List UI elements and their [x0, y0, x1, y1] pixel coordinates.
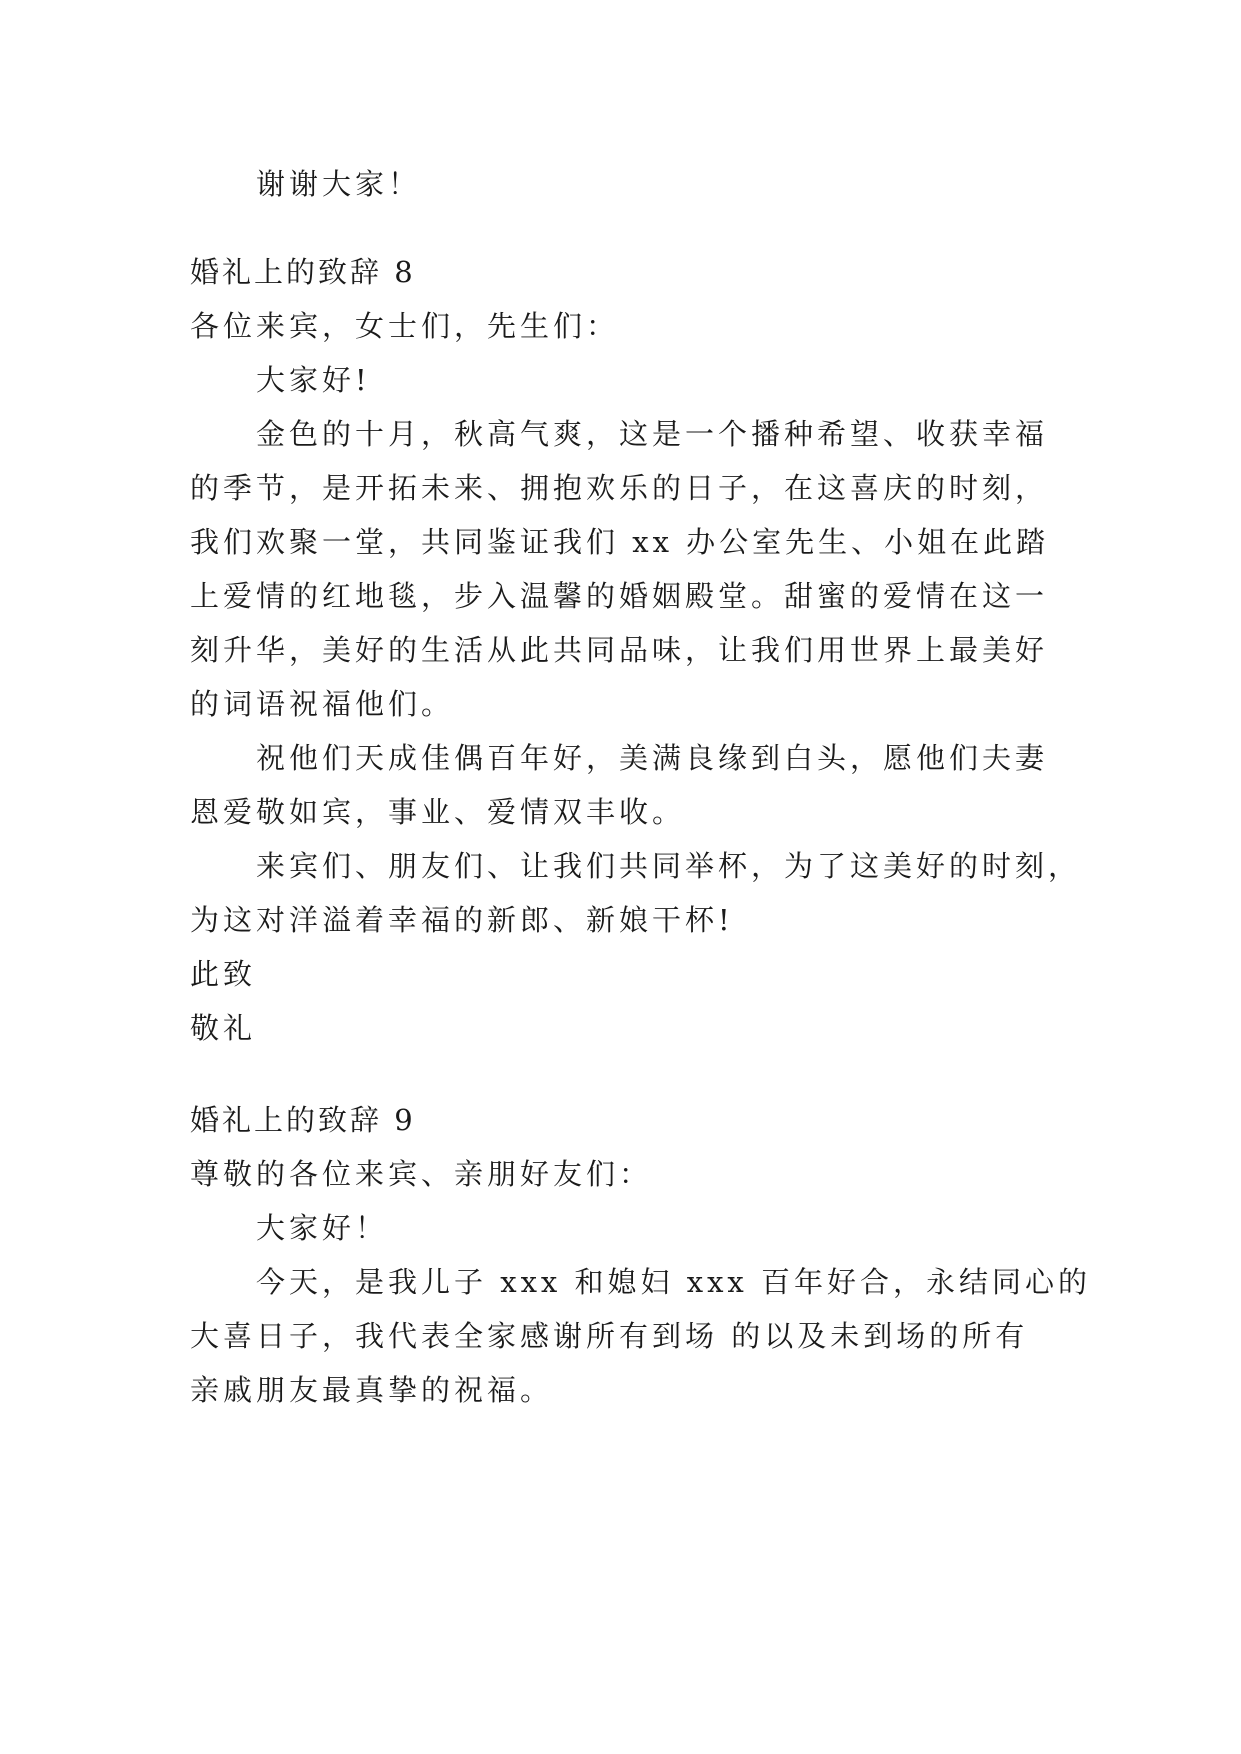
section-8-p1-line: 我们欢聚一堂，共同鉴证我们 xx 办公室先生、小姐在此踏 — [190, 525, 1050, 559]
section-8-p1-line: 上爱情的红地毯，步入温馨的婚姻殿堂。甜蜜的爱情在这一 — [190, 579, 1049, 613]
section-8-p1-line: 金色的十月，秋高气爽，这是一个播种希望、收获幸福 — [256, 417, 1049, 451]
section-8-closing-2: 敬礼 — [190, 1011, 257, 1045]
closing-thanks: 谢谢大家！ — [256, 167, 422, 201]
section-8-p2-line: 恩爱敬如宾，事业、爱情双丰收。 — [190, 795, 686, 829]
section-8-closing-1: 此致 — [190, 957, 257, 991]
section-8-title: 婚礼上的致辞 8 — [190, 255, 416, 289]
section-9-title: 婚礼上的致辞 9 — [190, 1103, 416, 1137]
section-9-greeting: 大家好！ — [256, 1211, 389, 1245]
section-9-p1-line: 大喜日子，我代表全家感谢所有到场 的以及未到场的所有 — [190, 1319, 1029, 1353]
section-8-greeting: 大家好! — [256, 363, 371, 397]
section-8-p3-line: 为这对洋溢着幸福的新郎、新娘干杯! — [190, 903, 734, 937]
section-9-p1-line: 亲戚朋友最真挚的祝福。 — [190, 1373, 554, 1407]
section-8-p3-line: 来宾们、朋友们、让我们共同举杯，为了这美好的时刻， — [256, 849, 1082, 883]
section-8-p1-line: 的词语祝福他们。 — [190, 687, 455, 721]
section-8-p1-line: 的季节，是开拓未来、拥抱欢乐的日子，在这喜庆的时刻， — [190, 471, 1049, 505]
section-9-p1-line: 今天，是我儿子 xxx 和媳妇 xxx 百年好合，永结同心的 — [256, 1265, 1092, 1299]
section-8-p1-line: 刻升华，美好的生活从此共同品味，让我们用世界上最美好 — [190, 633, 1049, 667]
section-8-salutation: 各位来宾，女士们，先生们： — [190, 309, 620, 343]
section-9-salutation: 尊敬的各位来宾、亲朋好友们： — [190, 1157, 653, 1191]
section-8-p2-line: 祝他们天成佳偶百年好，美满良缘到白头，愿他们夫妻 — [256, 741, 1049, 775]
